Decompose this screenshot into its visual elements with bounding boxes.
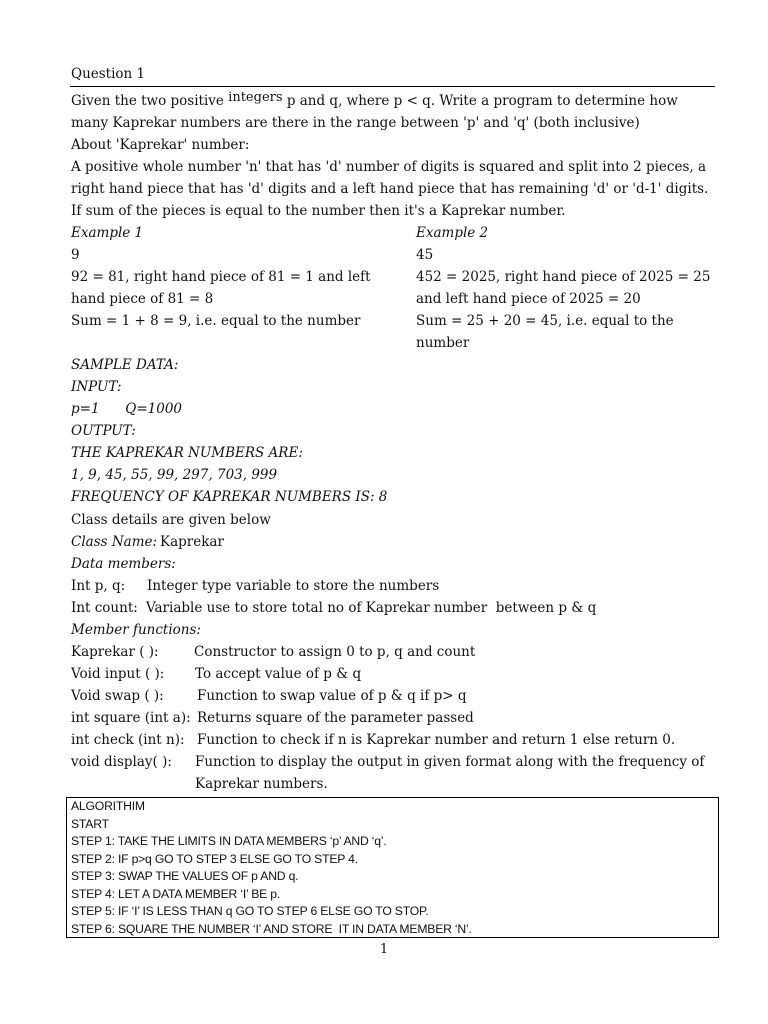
function-2-desc: To accept value of p & q: [195, 666, 362, 682]
sample-output-line-3: FREQUENCY OF KAPREKAR NUMBERS IS: 8: [71, 489, 388, 505]
intro-line-2: many Kaprekar numbers are there in the range between 'p' and 'q' (both inclusive): [71, 115, 640, 131]
page-number: 1: [379, 942, 389, 957]
example-2-line-4: number: [416, 335, 470, 351]
member-2-desc: Variable use to store total no of Kaprekar number between p & q: [146, 600, 597, 616]
question-heading: Question 1: [71, 66, 146, 82]
intro-line-1: [71, 90, 678, 113]
class-details-intro: Class details are given below: [71, 512, 271, 528]
class-name-value: Kaprekar: [160, 534, 224, 550]
algorithm-line-5: STEP 3: SWAP THE VALUES OF p AND q.: [71, 869, 299, 883]
example-2-line-2: and left hand piece of 2025 = 20: [416, 291, 641, 307]
function-4-key: int square (int a):: [71, 710, 191, 726]
algorithm-line-4: STEP 2: IF p>q GO TO STEP 3 ELSE GO TO STEP 4.: [71, 851, 358, 866]
sample-output-line-1: THE KAPREKAR NUMBERS ARE:: [71, 445, 303, 461]
function-6-key: void display( ):: [71, 754, 172, 770]
function-6-desc-line-1: Function to display the output in given format along with the frequency of: [195, 754, 705, 770]
example-2-title: Example 2: [416, 225, 489, 241]
intro-line-6: If sum of the pieces is equal to the number then it's a Kaprekar number.: [71, 203, 566, 219]
example-2-line-3: Sum = 25 + 20 = 45, i.e. equal to the: [416, 313, 674, 329]
class-name-label: Class Name:: [71, 534, 158, 550]
algorithm-line-3: STEP 1: TAKE THE LIMITS IN DATA MEMBERS ‘p’ AND ‘q’.: [71, 834, 387, 848]
example-2-number: 45: [416, 247, 434, 263]
algorithm-line-1: ALGORITHIM: [71, 799, 145, 813]
example-1-number: 9: [71, 247, 80, 263]
algorithm-line-7: STEP 5: IF ‘I’ IS LESS THAN q GO TO STEP 6 ELSE GO TO STOP.: [71, 904, 429, 918]
intro-raised-word: integers: [228, 90, 283, 105]
function-4-desc: Returns square of the parameter passed: [197, 710, 474, 726]
heading-rule: [70, 86, 715, 87]
function-3-key: Void swap ( ):: [71, 688, 164, 704]
member-1-key: Int p, q:: [71, 578, 126, 594]
data-members-label: Data members:: [71, 556, 176, 572]
function-1-key: Kaprekar ( ):: [71, 644, 159, 660]
function-6-desc-line-2: Kaprekar numbers.: [195, 776, 328, 792]
member-1-desc: Integer type variable to store the numbers: [147, 578, 440, 594]
algorithm-line-8: STEP 6: SQUARE THE NUMBER ‘I’ AND STORE IT IN DATA MEMBER ‘N’.: [71, 921, 472, 936]
intro-line-4: A positive whole number 'n' that has 'd' number of digits is squared and split into 2 pieces, a: [71, 159, 707, 175]
algorithm-line-2: START: [71, 816, 109, 831]
member-2-key: Int count:: [71, 600, 138, 616]
example-2-line-1: 452 = 2025, right hand piece of 2025 = 25: [416, 269, 711, 285]
intro-line-3: About 'Kaprekar' number:: [71, 137, 250, 153]
function-1-desc: Constructor to assign 0 to p, q and count: [194, 644, 476, 660]
intro-line-5: right hand piece that has 'd' digits and a left hand piece that has remaining 'd' or 'd-1' digits.: [71, 181, 709, 197]
sample-output-label: OUTPUT:: [71, 423, 136, 439]
sample-input-value: p=1 Q=1000: [71, 401, 183, 417]
intro-line-1-end: p and q, where p < q. Write a program to determine how: [282, 93, 678, 109]
example-1-line-2: hand piece of 81 = 8: [71, 291, 214, 307]
example-1-title: Example 1: [71, 225, 144, 241]
algorithm-line-6: STEP 4: LET A DATA MEMBER ‘I’ BE p.: [71, 886, 281, 901]
sample-output-line-2: 1, 9, 45, 55, 99, 297, 703, 999: [71, 467, 278, 483]
function-5-desc: Function to check if n is Kaprekar number and return 1 else return 0.: [197, 732, 676, 748]
member-functions-label: Member functions:: [71, 622, 201, 638]
function-5-key: int check (int n):: [71, 732, 185, 748]
function-3-desc: Function to swap value of p & q if p> q: [197, 688, 467, 704]
example-1-line-1: 92 = 81, right hand piece of 81 = 1 and left: [71, 269, 371, 285]
example-1-line-3: Sum = 1 + 8 = 9, i.e. equal to the number: [71, 313, 361, 329]
intro-line-1-start: Given the two positive: [71, 93, 229, 109]
sample-input-label: INPUT:: [71, 379, 122, 395]
function-2-key: Void input ( ):: [71, 666, 165, 682]
sample-data-title: SAMPLE DATA:: [71, 357, 179, 373]
